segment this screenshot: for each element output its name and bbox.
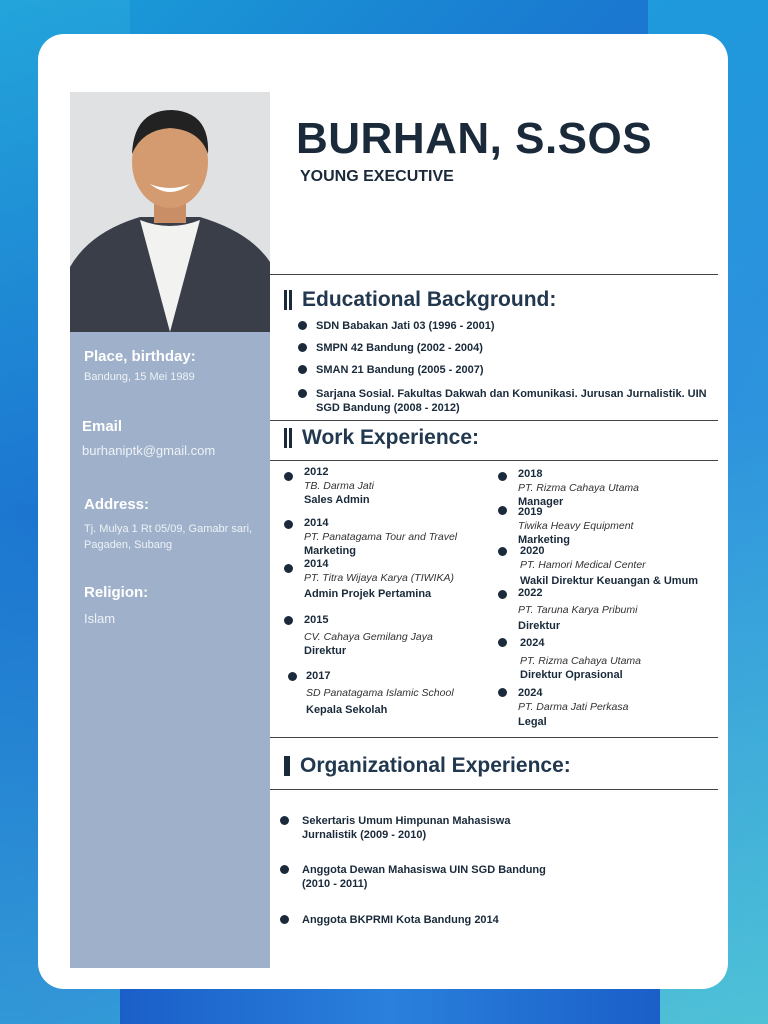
work-company: TB. Darma Jati	[304, 480, 375, 492]
bullet-icon	[498, 590, 507, 599]
work-company: PT. Taruna Karya Pribumi	[518, 604, 638, 616]
work-role: Legal	[518, 716, 547, 728]
work-company: PT. Titra Wijaya Karya (TIWIKA)	[304, 572, 454, 584]
organization-item: Sekertaris Umum Himpunan Mahasiswa Jurnalistik (2009 - 2010)	[302, 815, 511, 841]
divider	[270, 274, 718, 275]
resume-card	[38, 34, 728, 989]
work-role: Marketing	[518, 534, 570, 546]
work-entry	[304, 517, 457, 557]
education-heading-text: Educational Background:	[302, 288, 557, 311]
work-entry	[518, 587, 637, 632]
place-birthday-block	[84, 348, 196, 385]
bullet-icon	[298, 321, 307, 330]
work-entry	[518, 506, 633, 546]
address-block	[84, 496, 264, 553]
work-year: 2012	[304, 466, 329, 478]
bullet-icon	[498, 638, 507, 647]
bullet-icon	[298, 343, 307, 352]
religion-block	[84, 584, 148, 627]
work-role: Direktur	[518, 620, 561, 632]
work-role: Direktur Oprasional	[520, 669, 623, 681]
organization-heading-text: Organizational Experience:	[300, 754, 571, 777]
work-entry	[520, 637, 641, 681]
work-entry	[304, 558, 454, 600]
bullet-icon	[298, 389, 307, 398]
profile-photo	[70, 92, 270, 332]
work-company: SD Panatagama Islamic School	[306, 687, 454, 699]
work-heading-text: Work Experience:	[302, 426, 480, 449]
work-entry	[304, 466, 374, 506]
place-birthday-value: Bandung, 15 Mei 1989	[84, 371, 195, 383]
bullet-icon	[288, 672, 297, 681]
work-year: 2015	[304, 614, 329, 626]
education-item: Sarjana Sosial. Fakultas Dakwah dan Komunikasi. Jurusan Jurnalistik. UIN SGD Bandung (2008 - 2012)	[316, 388, 707, 414]
work-year: 2020	[520, 545, 545, 557]
section-marker-icon	[284, 428, 292, 448]
section-marker-icon	[284, 290, 292, 310]
place-birthday-label: Place, birthday:	[84, 348, 196, 365]
work-entry	[306, 670, 454, 716]
work-entry	[518, 687, 629, 728]
bullet-icon	[298, 365, 307, 374]
work-year: 2014	[304, 517, 329, 529]
work-role: Admin Projek Pertamina	[304, 588, 432, 600]
education-item: SDN Babakan Jati 03 (1996 - 2001)	[316, 320, 495, 332]
organization-heading	[284, 754, 571, 778]
bullet-icon	[284, 472, 293, 481]
email-label: Email	[82, 418, 123, 435]
bullet-icon	[498, 688, 507, 697]
work-role: Marketing	[304, 545, 356, 557]
work-role: Wakil Direktur Keuangan & Umum	[520, 575, 699, 587]
divider	[270, 737, 718, 738]
work-year: 2019	[518, 506, 543, 518]
work-company: PT. Darma Jati Perkasa	[518, 701, 629, 713]
work-role: Kepala Sekolah	[306, 704, 388, 716]
work-entry	[520, 545, 698, 587]
address-value: Tj. Mulya 1 Rt 05/09, Gamabr sari, Pagaden, Subang	[84, 523, 253, 551]
work-entry	[304, 614, 433, 657]
work-company: PT. Hamori Medical Center	[520, 559, 646, 571]
bullet-icon	[284, 520, 293, 529]
work-company: Tiwika Heavy Equipment	[518, 520, 634, 532]
job-title: YOUNG EXECUTIVE	[300, 168, 454, 185]
education-heading	[284, 288, 556, 312]
work-year: 2024	[518, 687, 543, 699]
address-label: Address:	[84, 496, 150, 513]
work-year: 2018	[518, 468, 543, 480]
divider	[270, 420, 718, 421]
work-role: Manager	[518, 496, 564, 508]
email-block	[82, 418, 215, 459]
bullet-icon	[284, 616, 293, 625]
work-year: 2022	[518, 587, 543, 599]
work-company: PT. Panatagama Tour and Travel	[304, 531, 458, 543]
full-name: BURHAN, S.SOS	[296, 114, 653, 163]
bullet-icon	[498, 506, 507, 515]
work-heading	[284, 426, 479, 450]
education-item: SMPN 42 Bandung (2002 - 2004)	[316, 342, 483, 354]
work-role: Sales Admin	[304, 494, 370, 506]
bullet-icon	[498, 547, 507, 556]
work-entry	[518, 468, 639, 508]
bullet-icon	[280, 865, 289, 874]
religion-label: Religion:	[84, 584, 149, 601]
work-company: PT. Rizma Cahaya Utama	[518, 482, 639, 494]
bullet-icon	[280, 816, 289, 825]
work-year: 2014	[304, 558, 329, 570]
work-year: 2017	[306, 670, 331, 682]
bullet-icon	[284, 564, 293, 573]
work-role: Direktur	[304, 645, 347, 657]
sidebar	[70, 92, 270, 968]
divider	[270, 460, 718, 461]
section-marker-icon	[284, 756, 290, 776]
work-company: CV. Cahaya Gemilang Jaya	[304, 631, 433, 643]
bullet-icon	[280, 915, 289, 924]
email-value: burhaniptk@gmail.com	[82, 443, 216, 458]
education-item: SMAN 21 Bandung (2005 - 2007)	[316, 364, 484, 376]
organization-item: Anggota BKPRMI Kota Bandung 2014	[302, 914, 499, 926]
organization-item: Anggota Dewan Mahasiswa UIN SGD Bandung (2010 - 2011)	[302, 864, 546, 890]
religion-value: Islam	[84, 611, 116, 626]
bullet-icon	[498, 472, 507, 481]
divider	[270, 789, 718, 790]
work-year: 2024	[520, 637, 545, 649]
work-company: PT. Rizma Cahaya Utama	[520, 655, 641, 667]
